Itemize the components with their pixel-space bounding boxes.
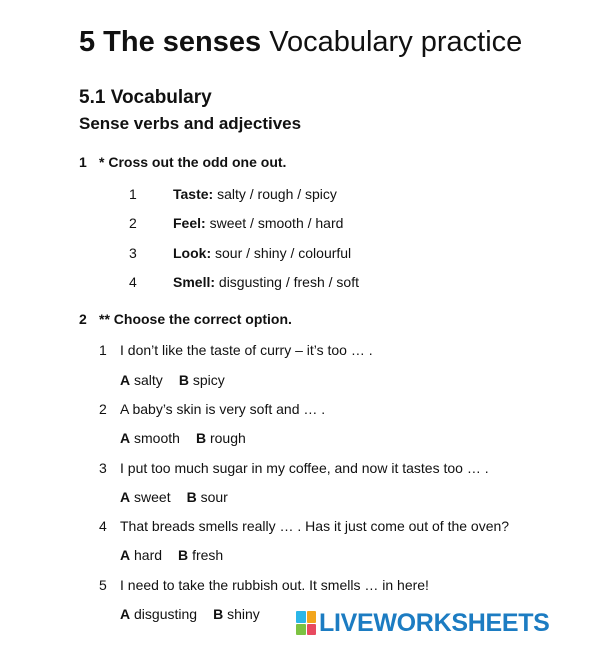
option-b[interactable]: B fresh [178, 547, 224, 563]
answer-options [120, 429, 246, 447]
liveworksheets-logo [296, 609, 550, 637]
question-text: I don’t like the taste of curry – it’s too … . [120, 342, 373, 358]
question-number: 2 [99, 401, 107, 417]
option-a[interactable]: A hard [120, 547, 163, 563]
title-bold: 5 The senses [79, 26, 262, 58]
question-number: 5 [99, 577, 107, 593]
option-b[interactable]: B spicy [178, 372, 225, 388]
question-text: I need to take the rubbish out. It smells … in here! [120, 577, 429, 593]
page-title [79, 24, 522, 60]
option-b[interactable]: B shiny [213, 606, 260, 622]
item-number: 4 [129, 274, 137, 290]
question-number: 1 [99, 342, 107, 358]
logo-text: LIVEWORKSHEETS [319, 609, 550, 637]
answer-options [120, 546, 223, 564]
title-rest: Vocabulary practice [269, 26, 523, 58]
question-number: 4 [99, 518, 107, 534]
exercise-number: 2 [79, 311, 87, 327]
question-text: A baby’s skin is very soft and … . [120, 401, 326, 417]
logo-tiles-icon [296, 611, 316, 635]
item-words[interactable]: sour / shiny / colourful [215, 245, 352, 261]
option-a[interactable]: A smooth [120, 430, 180, 446]
option-a[interactable]: A disgusting [120, 606, 198, 622]
exercise-instruction: * Cross out the odd one out. [99, 154, 287, 170]
item-words[interactable]: sweet / smooth / hard [209, 215, 344, 231]
item-label: Taste: [173, 186, 214, 202]
item-label: Look: [173, 245, 212, 261]
question-number: 3 [99, 460, 107, 476]
answer-options [120, 371, 225, 389]
question-text: That breads smells really … . Has it just come out of the oven? [120, 518, 510, 534]
option-b[interactable]: B sour [186, 489, 228, 505]
exercise-1-instruction [79, 153, 286, 171]
item-number: 2 [129, 215, 137, 231]
section-subheading: Sense verbs and adjectives [79, 114, 302, 133]
question-text: I put too much sugar in my coffee, and now it tastes too … . [120, 460, 489, 476]
exercise-number: 1 [79, 154, 87, 170]
exercise-instruction: ** Choose the correct option. [99, 311, 292, 327]
item-label: Feel: [173, 215, 206, 231]
item-label: Smell: [173, 274, 216, 290]
item-words[interactable]: salty / rough / spicy [217, 186, 337, 202]
exercise-2-instruction [79, 310, 292, 328]
answer-options [120, 605, 260, 623]
option-b[interactable]: B rough [195, 430, 246, 446]
option-a[interactable]: A sweet [120, 489, 171, 505]
item-number: 1 [129, 186, 137, 202]
item-words[interactable]: disgusting / fresh / soft [218, 274, 359, 290]
answer-options [120, 488, 228, 506]
option-a[interactable]: A salty [120, 372, 163, 388]
section-heading: 5.1 Vocabulary [79, 87, 212, 108]
item-number: 3 [129, 245, 137, 261]
